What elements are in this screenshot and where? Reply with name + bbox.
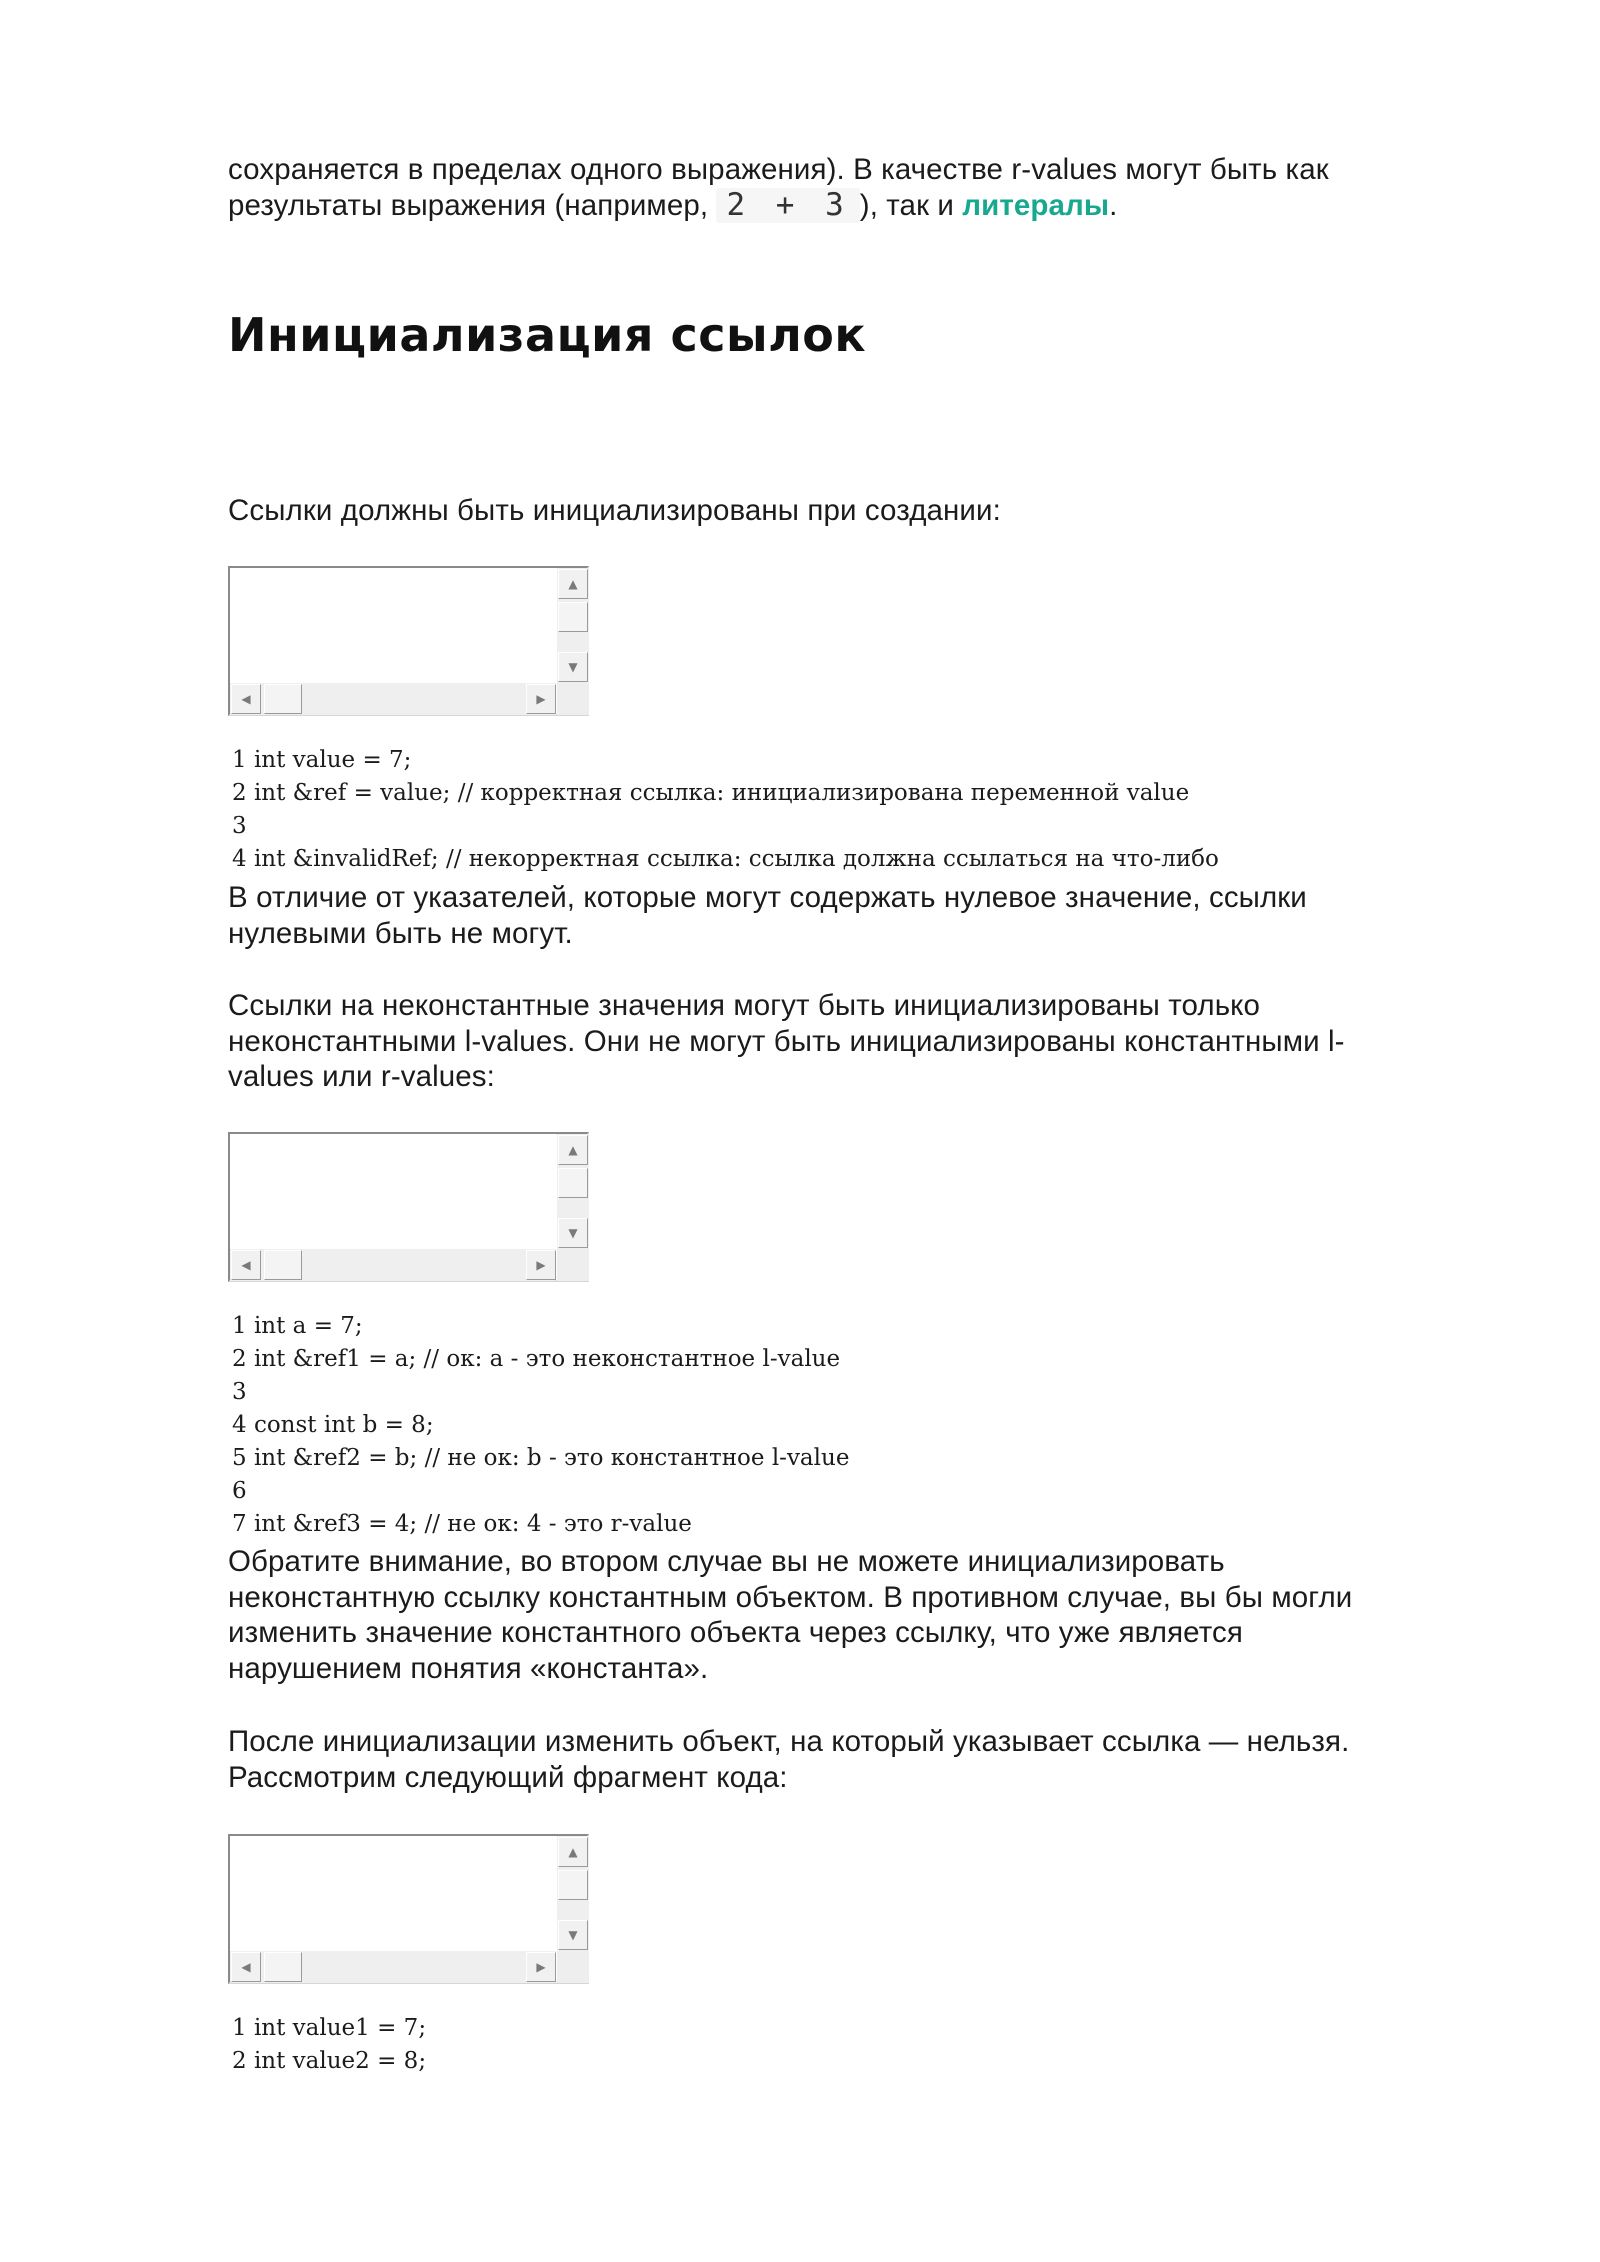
code-line: 2 int &ref = value; // корректная ссылка: инициализирована переменной value [232,780,1190,806]
horizontal-scrollbar[interactable] [230,1951,556,1983]
right-arrow-icon[interactable]: ▶ [526,1952,556,1982]
code-line: 6 [232,1478,247,1504]
code-scroll-box[interactable] [228,1132,592,1284]
scroll-corner [557,1951,589,1983]
left-arrow-icon[interactable]: ◀ [231,1250,261,1280]
intro-paragraph [228,152,1458,223]
code-scroll-box[interactable] [228,1834,592,1986]
horizontal-scroll-thumb[interactable] [264,684,302,714]
vertical-scroll-thumb[interactable] [558,1870,588,1900]
code-line: 3 [232,1379,247,1405]
vertical-scrollbar[interactable] [557,1836,589,1952]
vertical-scroll-thumb[interactable] [558,1168,588,1198]
code-line: 5 int &ref2 = b; // не ок: b - это константное l-value [232,1445,850,1471]
code-listing-2 [232,1310,849,1541]
intro-line-2-start: результаты выражения (например, [228,188,717,222]
scroll-corner [557,683,589,715]
code-line: 1 int a = 7; [232,1313,363,1339]
down-arrow-icon[interactable]: ▼ [558,1920,588,1950]
vertical-scrollbar[interactable] [557,1134,589,1250]
paragraph-const-note [228,1544,1458,1686]
intro-line-2-middle: ), так и [859,188,963,222]
vertical-scroll-thumb[interactable] [558,602,588,632]
section-heading: Инициализация ссылок [228,308,867,362]
up-arrow-icon[interactable]: ▲ [558,1837,588,1867]
text-line: В отличие от указателей, которые могут содержать нулевое значение, ссылки [228,881,1307,914]
text-line: Ссылки на неконстантные значения могут быть инициализированы только [228,989,1261,1022]
code-line: 1 int value = 7; [232,747,412,773]
horizontal-scroll-thumb[interactable] [264,1952,302,1982]
text-line: values или r-values: [228,1060,495,1093]
left-arrow-icon[interactable]: ◀ [231,684,261,714]
code-line: 3 [232,813,247,839]
left-arrow-icon[interactable]: ◀ [231,1952,261,1982]
vertical-scrollbar[interactable] [557,568,589,684]
up-arrow-icon[interactable]: ▲ [558,569,588,599]
text-line: После инициализации изменить объект, на который указывает ссылка — нельзя. [228,1725,1350,1758]
up-arrow-icon[interactable]: ▲ [558,1135,588,1165]
horizontal-scrollbar[interactable] [230,1249,556,1281]
down-arrow-icon[interactable]: ▼ [558,1218,588,1248]
text-line: нулевыми быть не могут. [228,916,573,950]
text-line: изменить значение константного объекта через ссылку, что уже является [228,1616,1243,1649]
literals-link[interactable]: литералы [962,188,1110,222]
paragraph-after-init [228,1724,1458,1795]
scroll-corner [557,1249,589,1281]
code-line: 7 int &ref3 = 4; // не ок: 4 - это r-value [232,1511,692,1537]
inline-code-expression: 2 + 3 [716,188,859,224]
down-arrow-icon[interactable]: ▼ [558,652,588,682]
text-line: неконстантную ссылку константным объектом. В противном случае, вы бы могли [228,1580,1353,1614]
horizontal-scroll-thumb[interactable] [264,1250,302,1280]
paragraph-null-references [228,880,1458,951]
code-line: 2 int &ref1 = a; // ок: a - это неконстантное l-value [232,1346,841,1372]
code-listing-1 [232,744,1219,876]
intro-line-2-end: . [1109,188,1118,222]
code-scroll-box[interactable] [228,566,592,718]
text-line: нарушением понятия «константа». [228,1651,709,1685]
code-listing-3 [232,2012,426,2078]
text-line: Рассмотрим следующий фрагмент кода: [228,1760,788,1794]
right-arrow-icon[interactable]: ▶ [526,1250,556,1280]
right-arrow-icon[interactable]: ▶ [526,684,556,714]
code-line: 1 int value1 = 7; [232,2015,427,2041]
paragraph-init-required: Ссылки должны быть инициализированы при создании: [228,494,1001,527]
code-line: 4 int &invalidRef; // некорректная ссылка: ссылка должна ссылаться на что-либо [232,846,1219,872]
code-line: 2 int value2 = 8; [232,2048,427,2074]
intro-line-1: сохраняется в пределах одного выражения). В качестве r-values могут быть как [228,153,1329,186]
code-line: 4 const int b = 8; [232,1412,434,1438]
text-line: неконстантными l-values. Они не могут быть инициализированы константными l- [228,1024,1345,1058]
paragraph-nonconst-init [228,988,1458,1095]
horizontal-scrollbar[interactable] [230,683,556,715]
text-line: Обратите внимание, во втором случае вы не можете инициализировать [228,1545,1225,1578]
